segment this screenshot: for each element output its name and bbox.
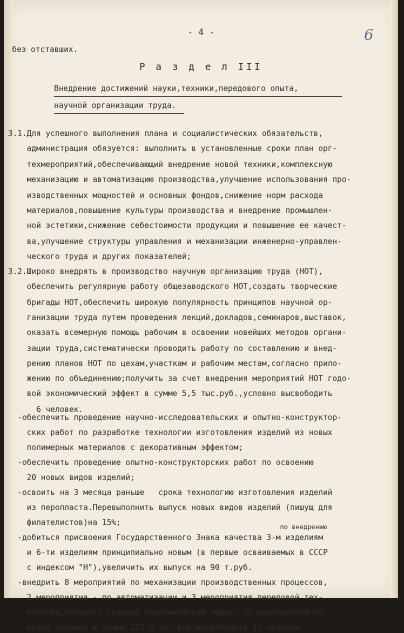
body-line: жению по объединению;получить за счет внедрения мероприятий НОТ годо- (8, 374, 352, 384)
body-line: ческого труда и других показателей; (8, 252, 192, 262)
body-line: -добиться присвоения Государственного Знака качества 3-м изделиям (8, 533, 323, 542)
body-line: с индексом "Н"),увеличить их выпуск на 90 т.руб. (8, 563, 253, 572)
body-line: вой экономический эффект в сумме 5,5 тыс.руб.,условно высвободить (8, 389, 333, 399)
body-line: 3.1.Для успешного выполнения плана и социалистических обязательств, (8, 129, 323, 138)
body-line: 2 мероприятия - по автоматизации и 3 мероприятия передовой тех- (8, 593, 323, 602)
body-line: полимерных материалов с декоративным эффектом; (8, 443, 244, 452)
intro-line: без отставших. (12, 45, 78, 54)
section-title-line-1: Внедрение достижений науки,техники,передового опыта, (54, 84, 299, 93)
section-title-underline-1 (54, 96, 342, 97)
body-line: -обеспечить проведение научно-исследовательских и опытно-конструктор- (8, 413, 342, 422)
body-line: -освоить на 3 месяца раньше срока технологию изготовления изделий (8, 488, 333, 497)
body-line: материалов,повышение культуры производства и внедрение промышлен- (8, 206, 333, 215)
body-line: ва,улучшение структуры управления и механизации инженерно-управлен- (8, 236, 342, 246)
body-line: оказать всемерную помощь рабочим в освоении новейших методов органи- (8, 328, 347, 338)
page-number: - 4 - (187, 28, 215, 38)
body-line: 20 новых видов изделий; (8, 473, 135, 482)
section-title-line-2: научной организации труда. (54, 101, 177, 110)
body-line: зации труда,систематически проводить работу по составлению и внед- (8, 343, 338, 353)
body-line: ских работ по разработке технологии изготовления изделий из новых (8, 428, 333, 437)
overtype-text: по внедрению (280, 523, 327, 531)
body-line: 3.2.Широко внедрять в производство научную организацию труда (НОТ), (8, 267, 323, 276)
section-heading: Р а з д е л III (139, 62, 263, 73)
body-line: нологии,получить годовой экономический эффект от мероприятий по (8, 608, 323, 617)
body-line: и 6-ти изделиям принципиально новым (в первые осваиваемых в СССР (8, 548, 328, 557)
body-line: из перопласта.Перевыполнить выпуск новых видов изделий (пишущ для (8, 503, 333, 512)
body-line: ганизации труда путем проведения лекций,докладов,семинаров,выставок, (8, 312, 347, 322)
body-line: администрация обязуется: выполнить в установленные сроки план орг- (8, 144, 338, 154)
body-line: изводственных мощностей и основных фондов,снижение норм расхода (8, 190, 323, 200)
body-line: ной эстетики,снижение себестоимости продукции и повышение ее качест- (8, 221, 347, 231)
document-page (4, 0, 398, 632)
body-line: филателистов)на 15%; (8, 518, 121, 527)
body-line: механизацию и автоматизацию производства,улучшение использования про- (8, 175, 352, 185)
handwritten-page-number: 6 (364, 26, 374, 44)
body-line: новой технике в сумме 121,4 тыс.руб.высвободить 13 человек. (8, 623, 305, 632)
body-line: -обеспечить проведение опытно-конструкторских работ по освоению (8, 458, 314, 467)
body-line: бригады НОТ,обеспечить широкую популярность принципов научной ор- (8, 297, 333, 307)
body-line: -внедрить 8 мероприятий по механизации производственных процессов, (8, 578, 328, 587)
body-line: рению планов НОТ по цехам,участкам и рабочим местам,согласно прило- (8, 358, 342, 368)
body-line: обеспечить регулярную работу общезаводского НОТ,создать творческие (8, 282, 338, 292)
body-line: техмероприятий,обеспечивающий внедрение новой техники,комплексную (8, 159, 333, 169)
page-right-edge (390, 0, 398, 598)
section-title-underline-2 (54, 113, 184, 114)
body-line: 6 человек. (8, 404, 84, 414)
